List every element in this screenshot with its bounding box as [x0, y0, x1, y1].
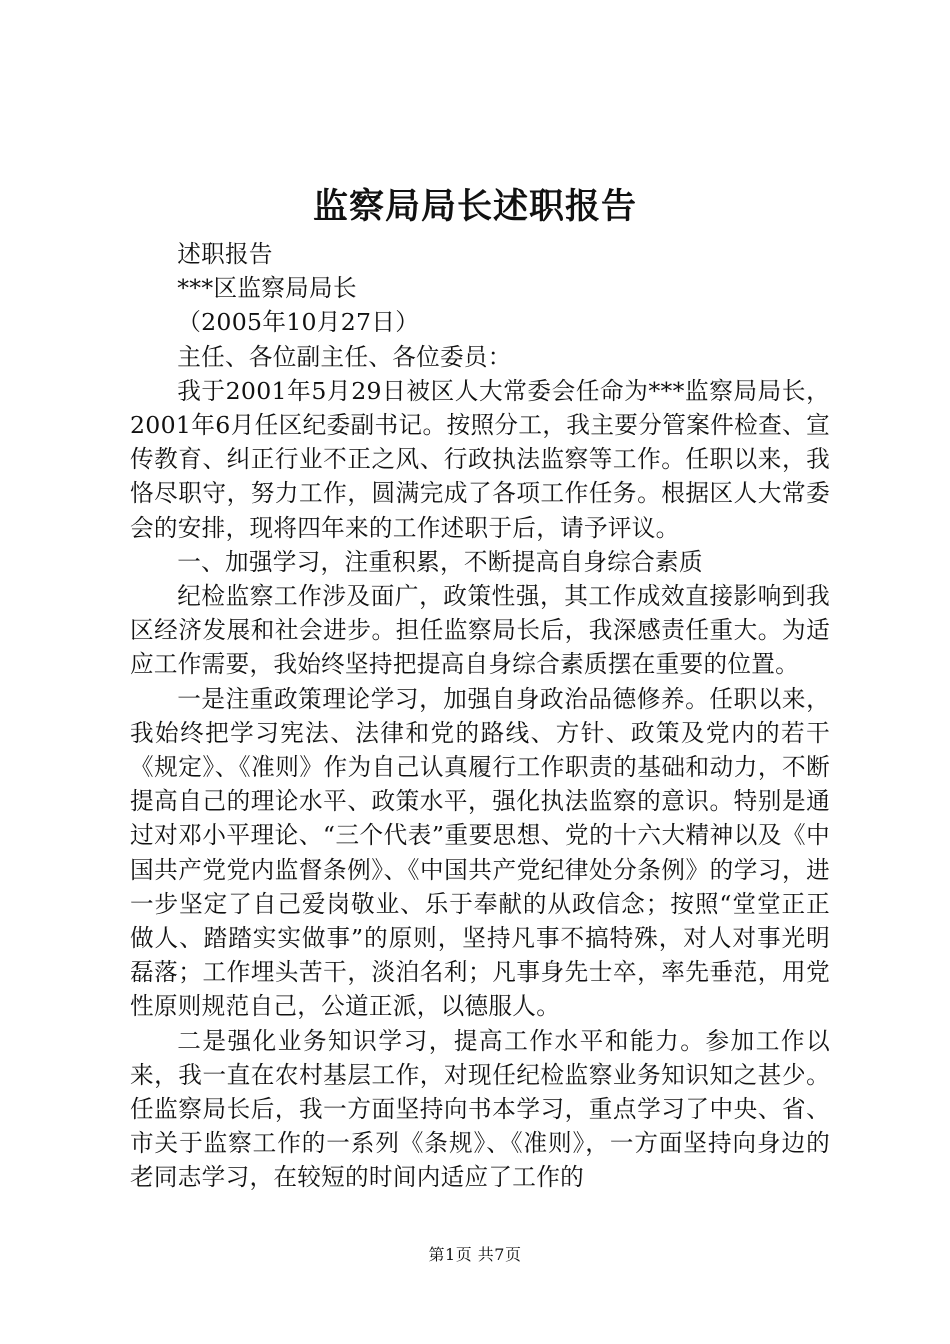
- salutation: 主任、各位副主任、各位委员：: [177, 342, 512, 371]
- author-line: ***区监察局局长: [177, 274, 357, 303]
- body-paragraph: 二是强化业务知识学习，提高工作水平和能力。参加工作以来，我一直在农村基层工作，对现任纪检监察业务知识知之甚少。任监察局长后，我一方面坚持向书本学习，重点学习了中央、省、市关于监察工作的一系列《条规》、《准则》，一方面坚持向身边的老同志学习，在较短的时间内适应了工作的: [130, 1026, 830, 1192]
- page-footer: 第1页 共7页: [428, 1245, 522, 1264]
- body-paragraph: 纪检监察工作涉及面广，政策性强，其工作成效直接影响到我区经济发展和社会进步。担任监察局长后，我深感责任重大。为适应工作需要，我始终坚持把提高自身综合素质摆在重要的位置。: [130, 582, 830, 679]
- section-heading-1: 一、加强学习，注重积累，不断提高自身综合素质: [177, 547, 703, 576]
- date-line: （2005年10月27日）: [177, 308, 420, 337]
- report-label: 述职报告: [177, 240, 273, 268]
- document-title: 监察局局长述职报告: [312, 186, 637, 227]
- intro-paragraph: 我于2001年5月29日被区人大常委会任命为***监察局局长，2001年6月任区纪委副书记。按照分工，我主要分管案件检查、宣传教育、纠正行业不正之风、行政执法监察等工作。任职以来，我恪尽职守，努力工作，圆满完成了各项工作任务。根据区人大常委会的安排，现将四年来的工作述职于后，请予评议。: [130, 376, 830, 542]
- document-body: [130, 237, 830, 1195]
- body-paragraph: 一是注重政策理论学习，加强自身政治品德修养。任职以来，我始终把学习宪法、法律和党的路线、方针、政策及党内的若干《规定》、《准则》作为自己认真履行工作职责的基础和动力，不断提高自己的理论水平、政策水平，强化执法监察的意识。特别是通过对邓小平理论、“三个代表”重要思想、党的十六大精神以及《中国共产党党内监督条例》、《中国共产党纪律处分条例》的学习，进一步坚定了自己爱岗敬业、乐于奉献的从政信念；按照“堂堂正正做人、踏踏实实做事”的原则，坚持凡事不搞特殊，对人对事光明磊落；工作埋头苦干，淡泊名利；凡事身先士卒，率先垂范，用党性原则规范自己，公道正派，以德服人。: [130, 684, 830, 1021]
